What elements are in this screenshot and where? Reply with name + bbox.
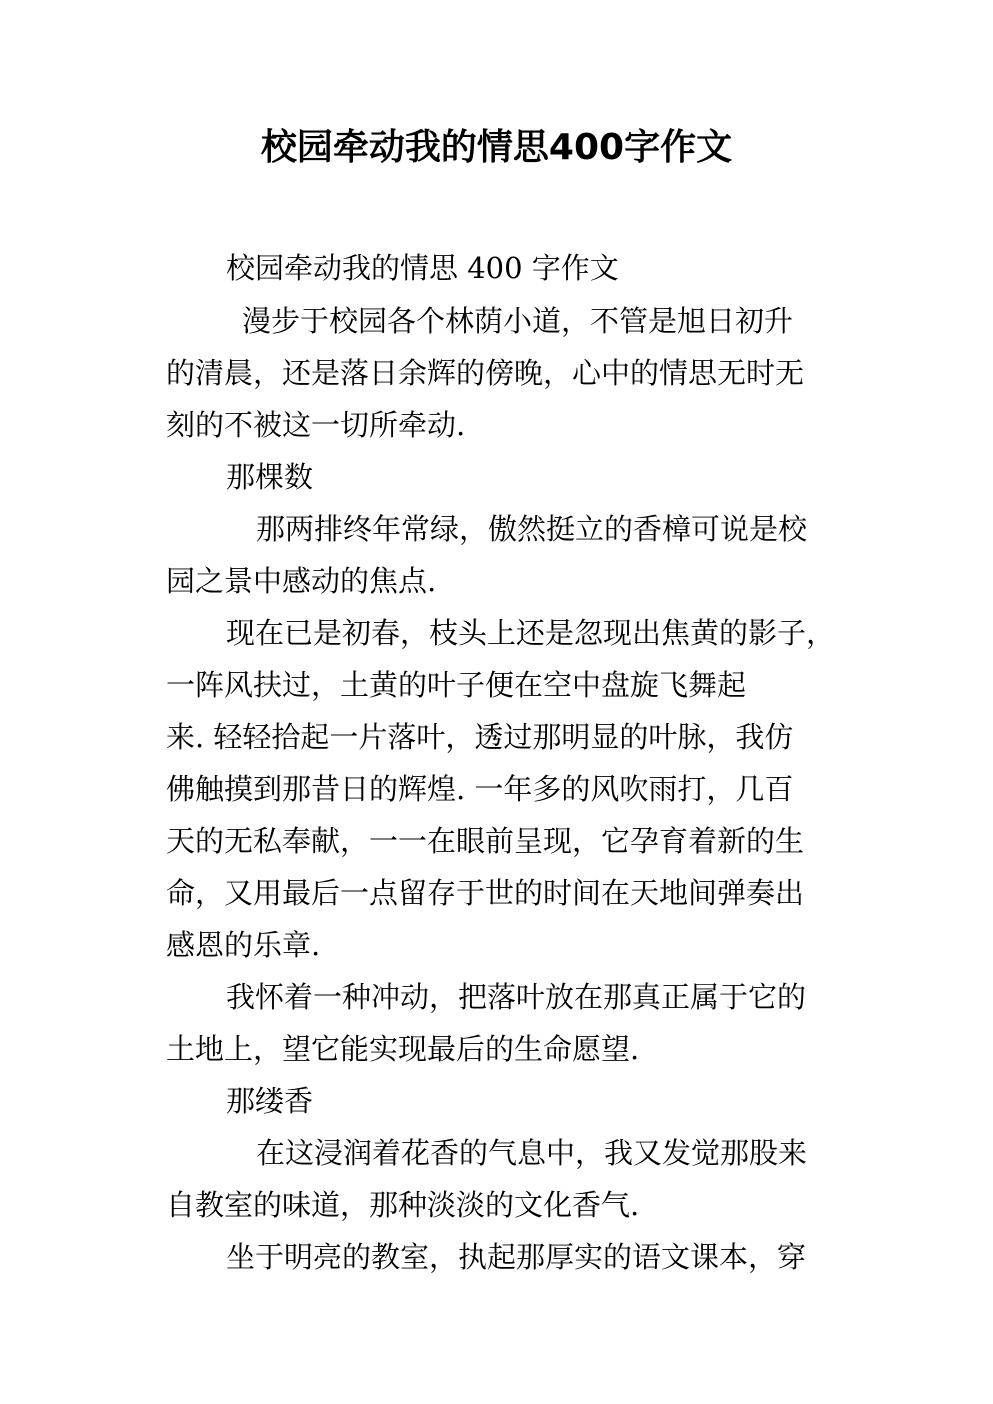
text-line: 的清晨，还是落日余辉的傍晚，心中的情思无时无 — [166, 356, 805, 390]
text-line: 感恩的乐章. — [166, 928, 321, 962]
text-line: 刻的不被这一切所牵动. — [166, 408, 466, 442]
document-title: 校园牵动我的情思400字作文 — [260, 127, 733, 168]
text-line: 坐于明亮的教室，执起那厚实的语文课本，穿 — [226, 1240, 807, 1274]
text-line: 校园牵动我的情思 400 字作文 — [226, 251, 619, 285]
text-line: 佛触摸到那昔日的辉煌. 一年多的风吹雨打，几百 — [166, 772, 794, 806]
text-line: 那缕香 — [226, 1084, 314, 1118]
text-line: 园之景中感动的焦点. — [166, 564, 437, 598]
text-line: 在这浸润着花香的气息中，我又发觉那股来 — [256, 1136, 808, 1170]
text-line: 那棵数 — [226, 460, 314, 494]
text-line: 那两排终年常绿，傲然挺立的香樟可说是校 — [256, 512, 808, 546]
text-line: 土地上，望它能实现最后的生命愿望. — [166, 1032, 640, 1066]
text-line: 命，又用最后一点留存于世的时间在天地间弹奏出 — [166, 876, 805, 910]
text-line: 自教室的味道，那种淡淡的文化香气. — [166, 1188, 640, 1222]
text-line: 我怀着一种冲动，把落叶放在那真正属于它的 — [226, 980, 807, 1014]
text-line: 来. 轻轻拾起一片落叶，透过那明显的叶脉，我仿 — [166, 720, 794, 754]
text-line: 漫步于校园各个林荫小道，不管是旭日初升 — [242, 304, 794, 338]
text-line: 一阵风扶过，土黄的叶子便在空中盘旋飞舞起 — [166, 668, 747, 702]
text-line: 现在已是初春，枝头上还是忽现出焦黄的影子， — [226, 616, 836, 650]
text-line: 天的无私奉献，一一在眼前呈现，它孕育着新的生 — [166, 824, 805, 858]
